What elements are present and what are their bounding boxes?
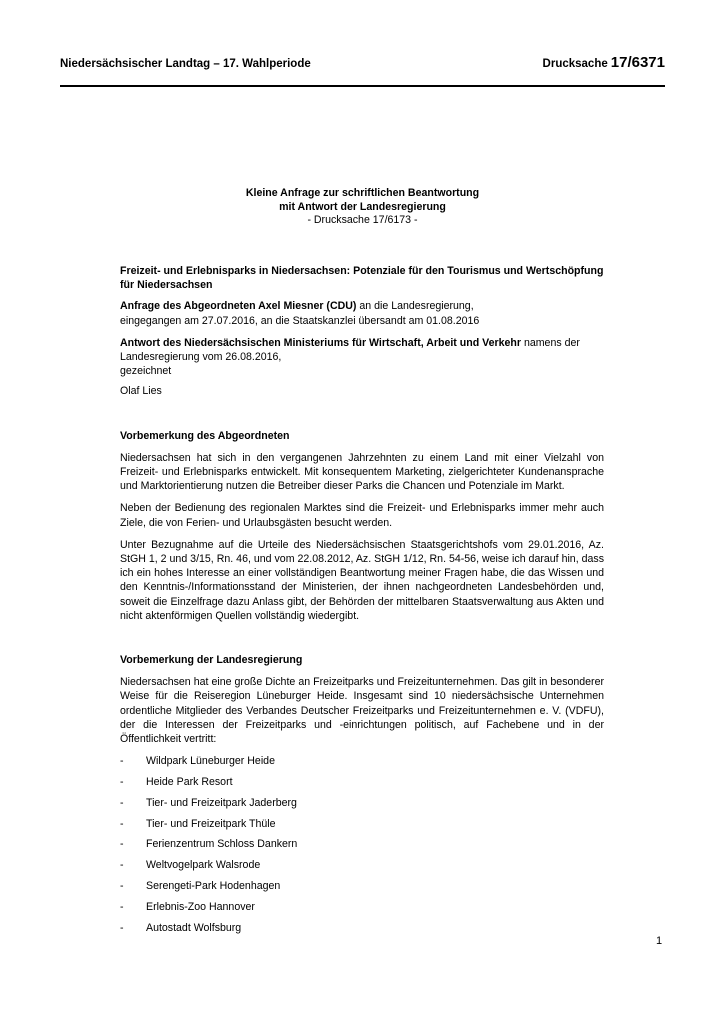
abgeordneten-paragraph-2: Neben der Bedienung des regionalen Marktes sind die Freizeit- und Erlebnisparks immer mehr auch Ziele, die von Ferien- und Urlaubsgästen besucht werden.: [120, 502, 604, 529]
antwort-line-2: gezeichnet: [120, 365, 172, 378]
list-item: - Erlebnis-Zoo Hannover: [120, 900, 255, 913]
heading-vorbemerkung-landesregierung: Vorbemerkung der Landesregierung: [120, 654, 303, 667]
document-body: [120, 264, 604, 941]
document-header: [60, 54, 665, 71]
park-list: [120, 754, 604, 941]
heading-vorbemerkung-abgeordneten: Vorbemerkung des Abgeordneten: [120, 429, 290, 442]
antwort-bold: Antwort des Niedersächsischen Ministeriums für Wirtschaft, Arbeit und Verkehr: [120, 336, 521, 349]
abgeordneten-paragraph-3: Unter Bezugnahme auf die Urteile des Niedersächsischen Staatsgerichtshofs vom 29.01.2016, Az. StGH 1, 2 und 3/15, Rn. 46, und vom 22.08.2012, Az. StGH 1/12, Rn. 54-56, weise ich darauf hin, dass ich ein hohes Interesse an einer vollständigen Beantwortung meiner Fragen habe, die das Wissen und den Kenntnis-/Informationsstand der Ministerien, der ihnen nachgeordneten Landesbehörden und, soweit die Einzelfrage dazu Anlass gibt, der Behörden der mittelbaren Staatsverwaltung aus Akten und nicht aktenförmigen Quellen vollständig wiedergibt.: [120, 538, 604, 622]
anfrage-paragraph: [120, 299, 604, 327]
intro-block: [60, 187, 665, 228]
document-title: Freizeit- und Erlebnisparks in Niedersachsen: Potenziale für den Tourismus und Wertschöpfung für Niedersachsen: [120, 265, 604, 292]
drucksache-number: 17/6371: [610, 54, 665, 71]
intro-line-2: mit Antwort der Landesregierung: [279, 200, 446, 213]
antwort-paragraph: [120, 336, 604, 379]
list-item: - Serengeti-Park Hodenhagen: [120, 880, 281, 893]
landesregierung-paragraph-1: Niedersachsen hat eine große Dichte an Freizeitparks und Freizeitunternehmen. Das gilt in besonderer Weise für die Reiseregion Lüneburger Heide. Insgesamt sind 10 niedersächsische Unternehmen ordentliche Mitglieder des Verbandes Deutscher Freizeitparks und Freizeitunternehmen e. V. (VDFU), der die Interessen der Freizeitparks und -einrichtungen politisch, auf Fachebene und in der Öffentlichkeit vertritt:: [120, 676, 604, 746]
antwort-rest: namens der Landesregierung vom 26.08.2016,: [120, 336, 580, 364]
intro-line-1: Kleine Anfrage zur schriftlichen Beantwortung: [245, 187, 480, 199]
anfrage-rest: an die Landesregierung,: [356, 300, 474, 313]
intro-line-3: - Drucksache 17/6173 -: [307, 214, 418, 226]
list-item: - Heide Park Resort: [120, 776, 233, 789]
list-item: - Ferienzentrum Schloss Dankern: [120, 838, 298, 851]
abgeordneten-paragraph-1: Niedersachsen hat sich in den vergangenen Jahrzehnten zu einem Land mit einer Vielzahl von Freizeit- und Erlebnisparks entwickelt. Mit konsequentem Marketing, zielgerichteter Kundenansprache und Marktorientierung nutzen die Betreiber dieser Parks die Chancen und Potenziale im Markt.: [120, 451, 604, 493]
anfrage-line-2: eingegangen am 27.07.2016, an die Staatskanzlei übersandt am 01.08.2016: [120, 314, 480, 327]
parliament-label: Niedersächsischer Landtag – 17. Wahlperiode: [60, 58, 311, 70]
signer: Olaf Lies: [120, 385, 162, 398]
page-number: 1: [656, 935, 663, 947]
drucksache-label: Drucksache 17/6371: [542, 54, 665, 71]
list-item: - Weltvogelpark Walsrode: [120, 859, 261, 872]
anfrage-bold: Anfrage des Abgeordneten Axel Miesner (CDU): [120, 300, 357, 313]
list-item: - Tier- und Freizeitpark Jaderberg: [120, 796, 297, 809]
list-item: - Tier- und Freizeitpark Thüle: [120, 817, 276, 830]
header-rule: [60, 85, 665, 87]
list-item: - Wildpark Lüneburger Heide: [120, 755, 275, 768]
list-item: - Autostadt Wolfsburg: [120, 921, 242, 934]
